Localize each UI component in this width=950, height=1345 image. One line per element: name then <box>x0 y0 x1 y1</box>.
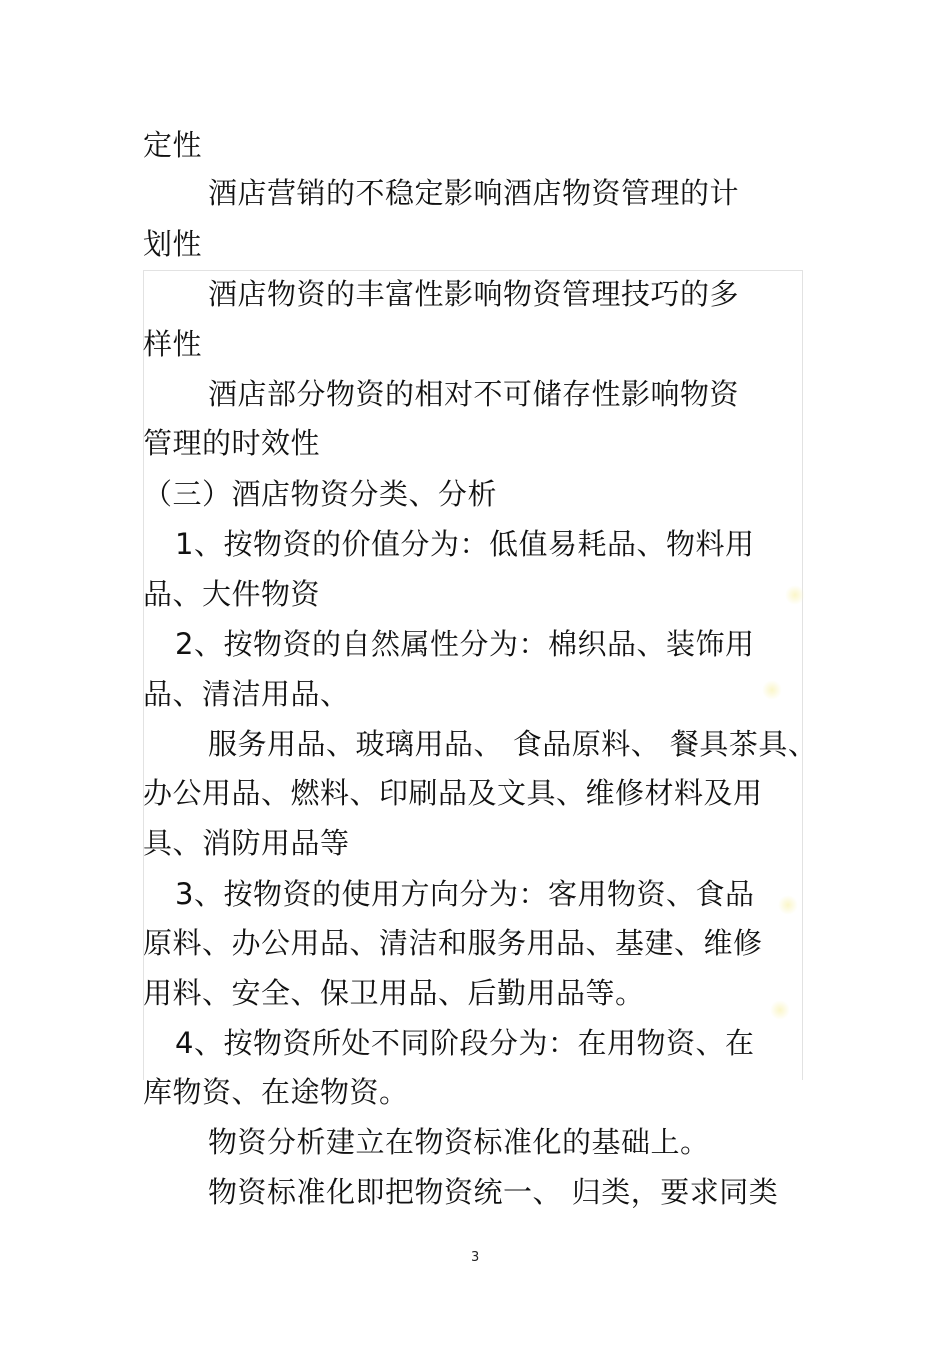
text-line: 定性 <box>143 128 203 162</box>
text-line: 办公用品、燃料、印刷品及文具、维修材料及用 <box>143 776 763 810</box>
scan-speck <box>762 680 782 700</box>
text-line: 酒店部分物资的相对不可储存性影响物资 <box>208 377 740 411</box>
text-line: 酒店物资的丰富性影响物资管理技巧的多 <box>208 277 740 311</box>
scan-speck <box>778 895 798 915</box>
text-line: 划性 <box>143 227 203 261</box>
text-line: 物资分析建立在物资标准化的基础上。 <box>208 1125 710 1159</box>
text-line: 库物资、在途物资。 <box>143 1075 409 1109</box>
text-line: 用料、安全、保卫用品、后勤用品等。 <box>143 976 645 1010</box>
text-line: 品、大件物资 <box>143 577 321 611</box>
list-item: 4、按物资所处不同阶段分为：在用物资、在 <box>175 1026 755 1060</box>
list-item: 1、按物资的价值分为：低值易耗品、物料用 <box>175 527 755 561</box>
scan-speck <box>770 1000 790 1020</box>
text-line: 具、消防用品等 <box>143 826 350 860</box>
section-heading: （三）酒店物资分类、分析 <box>143 477 498 511</box>
text-line: 物资标准化即把物资统一、 归类，要求同类 <box>208 1175 779 1209</box>
text-line: 酒店营销的不稳定影响酒店物资管理的计 <box>208 176 740 210</box>
list-item: 2、按物资的自然属性分为：棉织品、装饰用 <box>175 627 755 661</box>
scan-speck <box>785 585 805 605</box>
text-line: 原料、办公用品、清洁和服务用品、基建、维修 <box>143 926 763 960</box>
text-line: 服务用品、玻璃用品、 食品原料、 餐具茶具、 <box>208 727 818 761</box>
text-line: 管理的时效性 <box>143 426 321 460</box>
list-item: 3、按物资的使用方向分为：客用物资、食品 <box>175 877 755 911</box>
page-number: 3 <box>471 1250 480 1265</box>
text-line: 品、清洁用品、 <box>143 677 350 711</box>
text-line: 样性 <box>143 327 203 361</box>
